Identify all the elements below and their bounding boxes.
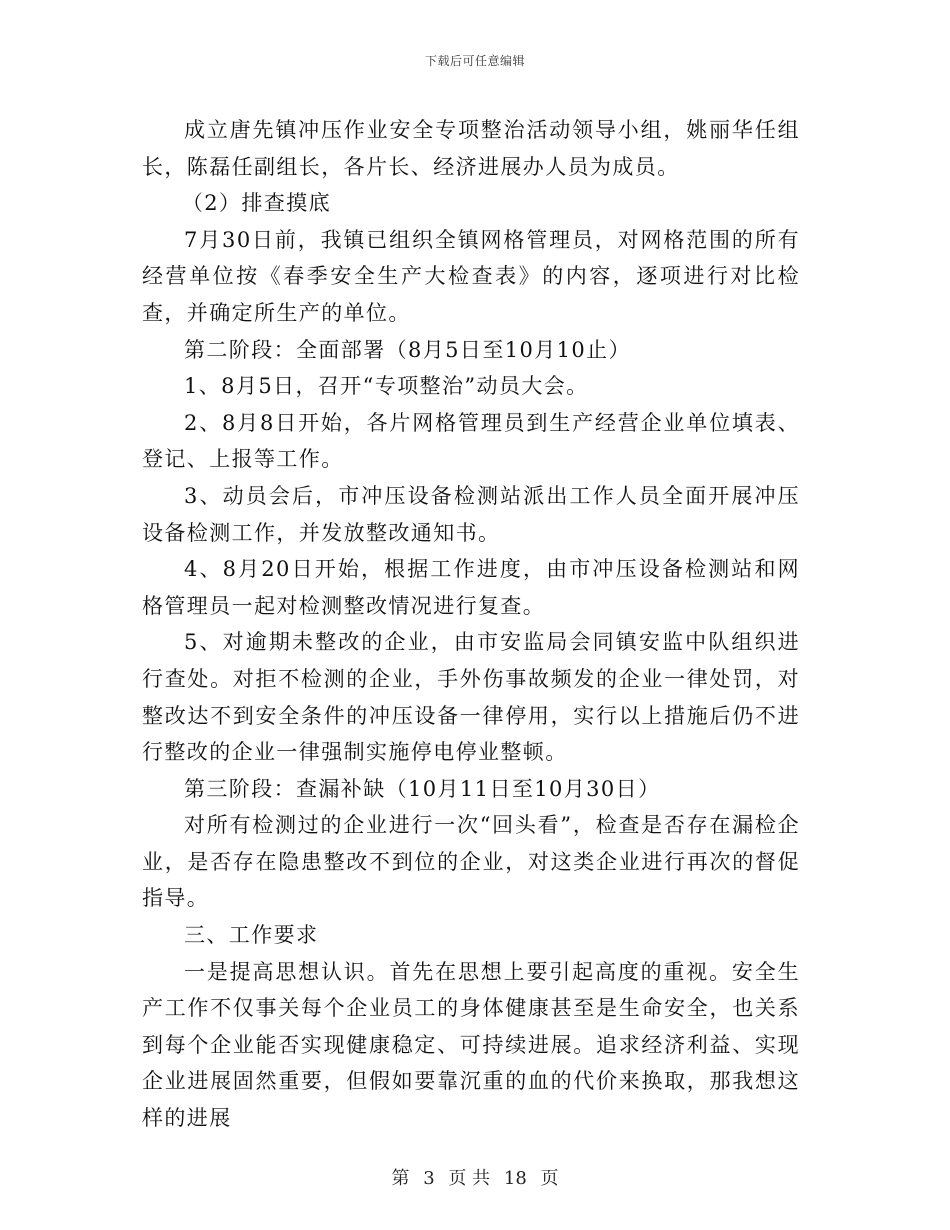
footer-total-pages: 18 xyxy=(503,1168,527,1189)
paragraph-requirement-1: 一是提高思想认识。首先在思想上要引起高度的重视。安全生产工作不仅事关每个企业员工的身体健康甚至是生命安全，也关系到每个企业能否实现健康稳定、可持续进展。追求经济利益、实现企业进展固然重要，但假如要靠沉重的血的代价来换取，那我想这样的进展 xyxy=(142,959,800,1131)
document-body xyxy=(142,112,800,1137)
section-heading-work-requirements: 三、工作要求 xyxy=(184,923,319,948)
footer-page-number: 3 xyxy=(423,1168,435,1189)
paragraph-item-2: 2、8月8日开始，各片网格管理员到生产经营企业单位填表、登记、上报等工作。 xyxy=(142,410,800,472)
paragraph-leader-group: 成立唐先镇冲压作业安全专项整治活动领导小组，姚丽华任组长，陈磊任副组长，各片长、经济进展办人员为成员。 xyxy=(142,118,800,179)
paragraph-item-5: 5、对逾期未整改的企业，由市安监局会同镇安监中队组织进行查处。对拒不检测的企业，手外伤事故频发的企业一律处罚，对整改达不到安全条件的冲压设备一律停用，实行以上措施后仍不进行整改的企业一律强制实施停电停业整顿。 xyxy=(142,630,800,765)
paragraph-survey-body: 7月30日前，我镇已组织全镇网格管理员，对网格范围的所有经营单位按《春季安全生产大检查表》的内容，逐项进行对比检查，并确定所生产的单位。 xyxy=(142,227,800,325)
paragraph-stage-two-heading: 第二阶段：全面部署（8月5日至10月10止） xyxy=(184,337,631,362)
footer-prefix: 第 xyxy=(391,1168,410,1189)
footer-suffix: 页 xyxy=(540,1168,559,1189)
page-header: 下载后可任意编辑 xyxy=(424,54,525,68)
paragraph-item-1: 1、8月5日，召开“专项整治”动员大会。 xyxy=(184,374,589,399)
paragraph-stage-three-heading: 第三阶段：查漏补缺（10月11日至10月30日） xyxy=(184,776,661,801)
paragraph-item-3: 3、动员会后，市冲压设备检测站派出工作人员全面开展冲压设备检测工作，并发放整改通知书。 xyxy=(142,483,800,545)
paragraph-item-4: 4、8月20日开始，根据工作进度，由市冲压设备检测站和网格管理员一起对检测整改情况进行复查。 xyxy=(142,557,800,618)
page-footer xyxy=(0,1164,950,1190)
paragraph-stage-three-body: 对所有检测过的企业进行一次“回头看”，检查是否存在漏检企业，是否存在隐患整改不到位的企业，对这类企业进行再次的督促指导。 xyxy=(142,813,800,911)
footer-mid: 页 共 xyxy=(448,1168,491,1189)
paragraph-survey-heading: （2）排查摸底 xyxy=(181,191,332,216)
